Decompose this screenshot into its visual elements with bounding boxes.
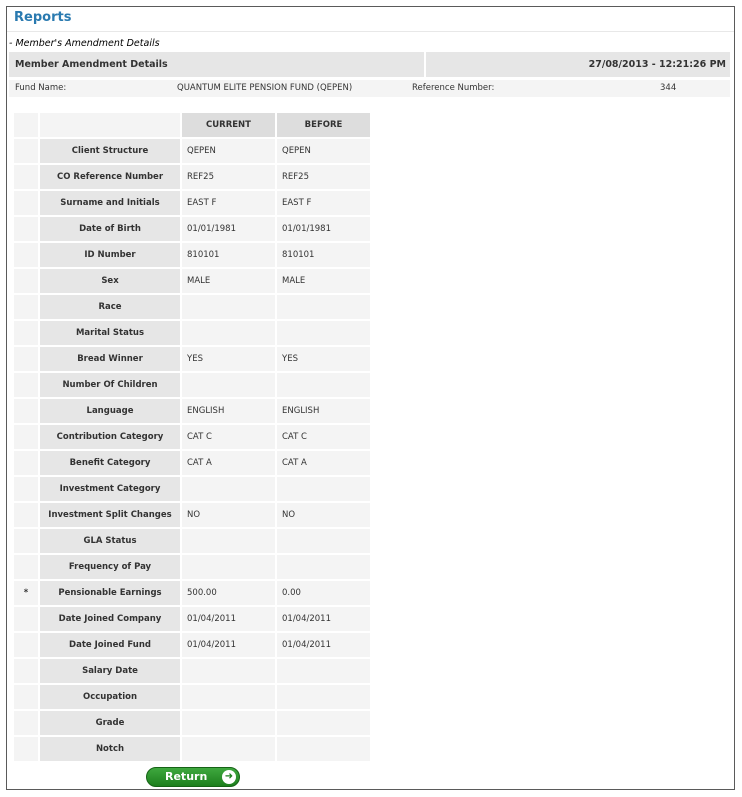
change-marker	[14, 321, 38, 345]
table-row	[14, 399, 370, 423]
before-value: YES	[277, 347, 370, 371]
section-header	[9, 52, 730, 77]
change-marker	[14, 477, 38, 501]
field-label: Bread Winner	[40, 347, 180, 371]
before-value: 0.00	[277, 581, 370, 605]
current-value: CAT C	[182, 425, 275, 449]
change-marker	[14, 659, 38, 683]
field-label: Surname and Initials	[40, 191, 180, 215]
current-value	[182, 659, 275, 683]
field-label: Salary Date	[40, 659, 180, 683]
current-value: 01/01/1981	[182, 217, 275, 241]
before-value	[277, 295, 370, 319]
before-value	[277, 711, 370, 735]
change-marker	[14, 269, 38, 293]
current-value: ENGLISH	[182, 399, 275, 423]
change-marker	[14, 685, 38, 709]
change-marker	[14, 243, 38, 267]
before-value	[277, 477, 370, 501]
change-marker: *	[14, 581, 38, 605]
change-marker	[14, 503, 38, 527]
change-marker	[14, 191, 38, 215]
return-button-label: Return	[165, 770, 208, 783]
table-row	[14, 477, 370, 501]
before-value: REF25	[277, 165, 370, 189]
change-marker	[14, 165, 38, 189]
table-row	[14, 685, 370, 709]
table-row	[14, 555, 370, 579]
field-label: GLA Status	[40, 529, 180, 553]
current-value	[182, 555, 275, 579]
field-label: ID Number	[40, 243, 180, 267]
table-row	[14, 633, 370, 657]
field-label: Client Structure	[40, 139, 180, 163]
current-value	[182, 737, 275, 761]
fund-name-label: Fund Name:	[15, 83, 67, 93]
field-label: Race	[40, 295, 180, 319]
table-row	[14, 347, 370, 371]
current-value: 01/04/2011	[182, 633, 275, 657]
change-marker	[14, 399, 38, 423]
table-row	[14, 503, 370, 527]
page-subtitle: - Member's Amendment Details	[9, 38, 160, 49]
change-marker	[14, 555, 38, 579]
current-value	[182, 321, 275, 345]
field-label: Pensionable Earnings	[40, 581, 180, 605]
header-mark-cell	[14, 113, 38, 137]
current-value: YES	[182, 347, 275, 371]
reference-number-label: Reference Number:	[412, 83, 495, 93]
return-button[interactable]	[146, 767, 240, 787]
header-divider	[424, 52, 426, 77]
current-value	[182, 477, 275, 501]
before-value	[277, 373, 370, 397]
table-row	[14, 659, 370, 683]
section-header-label: Member Amendment Details	[15, 59, 168, 70]
change-marker	[14, 607, 38, 631]
table-row	[14, 165, 370, 189]
change-marker	[14, 737, 38, 761]
table-header-row	[14, 113, 370, 137]
change-marker	[14, 139, 38, 163]
field-label: Contribution Category	[40, 425, 180, 449]
report-datetime: 27/08/2013 - 12:21:26 PM	[588, 59, 726, 70]
table-row	[14, 217, 370, 241]
before-value: EAST F	[277, 191, 370, 215]
fund-info-row	[9, 80, 730, 97]
change-marker	[14, 217, 38, 241]
before-value	[277, 555, 370, 579]
field-label: Number Of Children	[40, 373, 180, 397]
current-value	[182, 685, 275, 709]
change-marker	[14, 633, 38, 657]
page-title: Reports	[14, 10, 72, 25]
field-label: Investment Split Changes	[40, 503, 180, 527]
before-value: CAT A	[277, 451, 370, 475]
table-row	[14, 191, 370, 215]
reference-number-value: 344	[660, 83, 677, 93]
change-marker	[14, 711, 38, 735]
before-value: QEPEN	[277, 139, 370, 163]
column-header-before: BEFORE	[277, 113, 370, 137]
table-row	[14, 139, 370, 163]
table-row	[14, 581, 370, 605]
before-value: 01/01/1981	[277, 217, 370, 241]
change-marker	[14, 529, 38, 553]
title-divider	[7, 31, 734, 32]
table-row	[14, 607, 370, 631]
current-value: CAT A	[182, 451, 275, 475]
change-marker	[14, 295, 38, 319]
field-label: Sex	[40, 269, 180, 293]
before-value: 810101	[277, 243, 370, 267]
field-label: Marital Status	[40, 321, 180, 345]
change-marker	[14, 373, 38, 397]
field-label: CO Reference Number	[40, 165, 180, 189]
field-label: Investment Category	[40, 477, 180, 501]
change-marker	[14, 425, 38, 449]
current-value	[182, 295, 275, 319]
fund-name-value: QUANTUM ELITE PENSION FUND (QEPEN)	[177, 83, 353, 93]
before-value: 01/04/2011	[277, 633, 370, 657]
report-panel	[6, 6, 735, 790]
before-value	[277, 685, 370, 709]
table-row	[14, 711, 370, 735]
before-value	[277, 659, 370, 683]
field-label: Benefit Category	[40, 451, 180, 475]
table-row	[14, 295, 370, 319]
before-value	[277, 529, 370, 553]
current-value: 810101	[182, 243, 275, 267]
current-value	[182, 529, 275, 553]
field-label: Date Joined Fund	[40, 633, 180, 657]
before-value: 01/04/2011	[277, 607, 370, 631]
change-marker	[14, 347, 38, 371]
table-row	[14, 529, 370, 553]
field-label: Date of Birth	[40, 217, 180, 241]
before-value	[277, 737, 370, 761]
before-value	[277, 321, 370, 345]
current-value	[182, 373, 275, 397]
current-value: NO	[182, 503, 275, 527]
before-value: ENGLISH	[277, 399, 370, 423]
column-header-current: CURRENT	[182, 113, 275, 137]
current-value: 500.00	[182, 581, 275, 605]
table-row	[14, 737, 370, 761]
arrow-right-circle-icon: ➜	[222, 770, 236, 784]
table-row	[14, 243, 370, 267]
current-value: 01/04/2011	[182, 607, 275, 631]
field-label: Frequency of Pay	[40, 555, 180, 579]
field-label: Date Joined Company	[40, 607, 180, 631]
current-value: EAST F	[182, 191, 275, 215]
change-marker	[14, 451, 38, 475]
current-value: QEPEN	[182, 139, 275, 163]
table-row	[14, 451, 370, 475]
table-row	[14, 425, 370, 449]
before-value: NO	[277, 503, 370, 527]
amendment-table	[12, 111, 372, 763]
before-value: MALE	[277, 269, 370, 293]
table-row	[14, 321, 370, 345]
field-label: Notch	[40, 737, 180, 761]
field-label: Occupation	[40, 685, 180, 709]
before-value: CAT C	[277, 425, 370, 449]
field-label: Grade	[40, 711, 180, 735]
field-label: Language	[40, 399, 180, 423]
table-row	[14, 269, 370, 293]
table-row	[14, 373, 370, 397]
current-value	[182, 711, 275, 735]
current-value: REF25	[182, 165, 275, 189]
current-value: MALE	[182, 269, 275, 293]
header-label-cell	[40, 113, 180, 137]
